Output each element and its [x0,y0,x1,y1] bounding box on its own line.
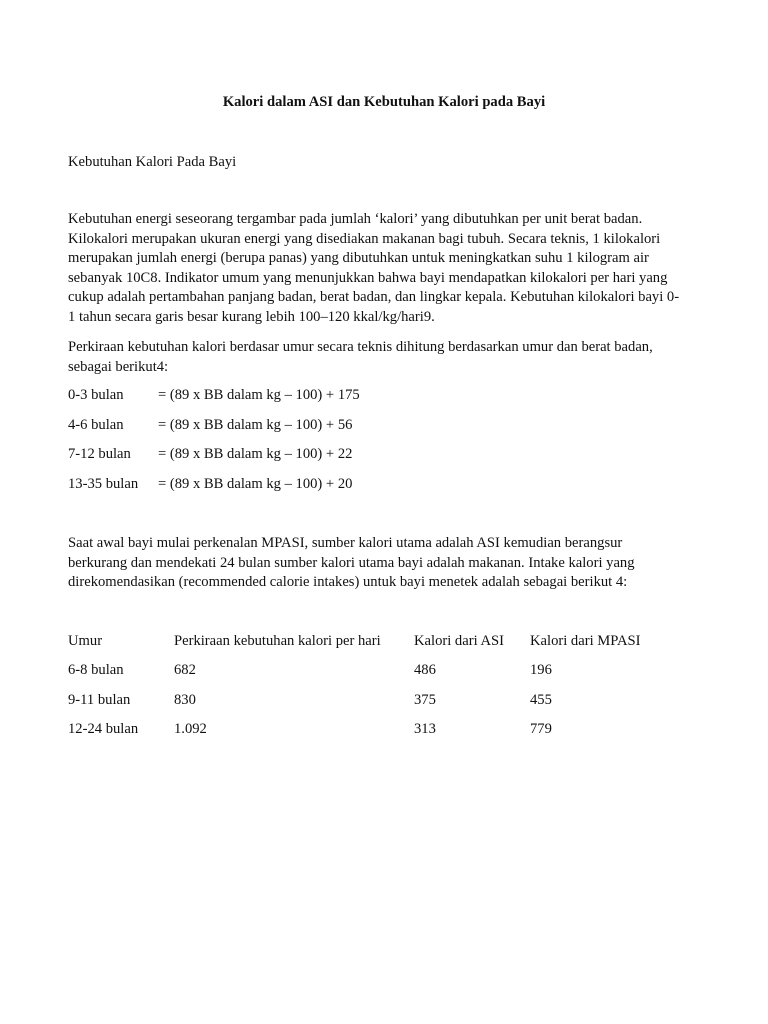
table-cell: 6-8 bulan [68,662,124,678]
table-cell: 9-11 bulan [68,692,131,708]
table-cell: 1.092 [174,721,207,737]
table-header-row [68,632,708,652]
paragraph-line: Saat awal bayi mulai perkenalan MPASI, sumber kalori utama adalah ASI kemudian berangsur [68,535,623,551]
table-header-cell: Kalori dari MPASI [530,633,641,649]
paragraph-line: sebagai berikut4: [68,358,169,375]
paragraph-line: merupakan jumlah energi (berupa panas) yang dibutuhkan untuk meningkatkan suhu 1 kilogram air [68,250,649,266]
table-cell: 196 [530,662,552,678]
paragraph-line: berkurang dan mendekati 24 bulan sumber kalori utama bayi adalah makanan. Intake kalori yang [68,554,635,571]
table-cell: 682 [174,662,196,678]
table-header-cell: Perkiraan kebutuhan kalori per hari [174,633,381,649]
table-cell: 455 [530,692,552,708]
table-row [68,720,708,740]
paragraph-line: direkomendasikan (recommended calorie intakes) untuk bayi menetek adalah sebagai berikut 4: [68,574,628,590]
paragraph-mpasi [68,534,708,593]
table-cell: 313 [414,721,436,737]
table-cell: 779 [530,721,552,737]
formula-expression: = (89 x BB dalam kg – 100) + 175 [158,387,360,403]
paragraph-line: Kilokalori merupakan ukuran energi yang disediakan makanan bagi tubuh. Secara teknis, 1 kilokalori [68,230,661,247]
table-row [68,661,708,681]
formula-expression: = (89 x BB dalam kg – 100) + 20 [158,476,353,492]
paragraph-line: sebanyak 10C8. Indikator umum yang menunjukkan bahwa bayi mendapatkan kilokalori per hari yang [68,269,668,286]
table-header-cell: Umur [68,633,103,649]
formula-age: 7-12 bulan [68,446,131,462]
formula-expression: = (89 x BB dalam kg – 100) + 56 [158,417,353,433]
section-heading: Kebutuhan Kalori Pada Bayi [68,154,237,170]
formula-expression: = (89 x BB dalam kg – 100) + 22 [158,446,353,462]
table-cell: 12-24 bulan [68,721,139,737]
paragraph-line: Kebutuhan energi seseorang tergambar pada jumlah ‘kalori’ yang dibutuhkan per unit berat badan. [68,211,643,227]
table-cell: 486 [414,662,436,678]
paragraph-line: Perkiraan kebutuhan kalori berdasar umur secara teknis dihitung berdasarkan umur dan berat badan, [68,339,653,355]
paragraph-line: cukup adalah pertambahan panjang badan, berat badan, dan lingkar kepala. Kebutuhan kilokalori bayi 0- [68,289,680,305]
formula-age: 4-6 bulan [68,417,124,433]
table-header-cell: Kalori dari ASI [414,633,504,649]
document-title: Kalori dalam ASI dan Kebutuhan Kalori pada Bayi [222,94,546,110]
table-row [68,691,708,711]
table-cell: 830 [174,692,196,708]
formula-age: 13-35 bulan [68,476,139,492]
paragraph-line: 1 tahun secara garis besar kurang lebih 100–120 kkal/kg/hari9. [68,308,435,325]
paragraph-estimate-intro [68,338,708,377]
paragraph-energy-needs [68,210,708,327]
table-cell: 375 [414,692,436,708]
formula-age: 0-3 bulan [68,387,124,403]
